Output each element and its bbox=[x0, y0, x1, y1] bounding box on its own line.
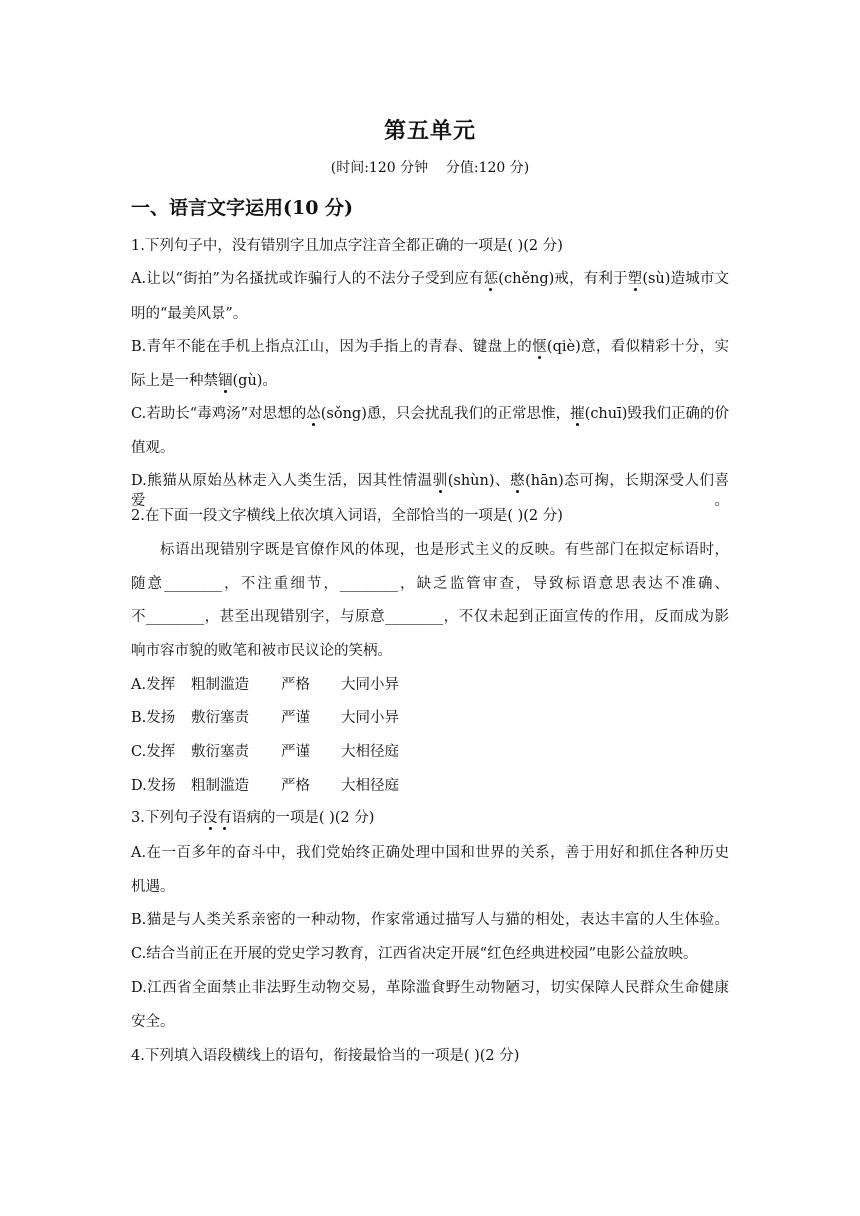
q3-option-a-line2: 机遇。 bbox=[131, 879, 175, 895]
q3-option-c: C.结合当前正在开展的党史学习教育，江西省决定开展“红色经典进校园”电影公益放映。 bbox=[131, 946, 698, 962]
q3-stem: 3.下列句子没有语病的一项是( )(2 分) bbox=[131, 810, 375, 826]
q2-passage-line2: 随意________，不注重细节，________，缺乏监管审查，导致标语意思表达不准确、 bbox=[131, 576, 729, 592]
section-heading: 一、语言文字运用(10 分) bbox=[131, 197, 354, 219]
q4-stem: 4.下列填入语段横线上的语句，衔接最恰当的一项是( )(2 分) bbox=[131, 1048, 520, 1064]
emphasis-dot-char: 怂 bbox=[306, 406, 321, 422]
page-title: 第五单元 bbox=[383, 118, 476, 144]
q2-option: C.发挥 敷衍塞责 严谨 大相径庭 bbox=[131, 744, 399, 760]
q1-option-b-line1: B.青年不能在手机上指点江山，因为手指上的青春、键盘上的惬(qiè)意，看似精彩十分，实 bbox=[131, 339, 729, 355]
q3-option-d-line1: D.江西省全面禁止非法野生动物交易，革除滥食野生动物陋习，切实保障人民群众生命健康 bbox=[131, 980, 729, 996]
q2-option: B.发扬 敷衍塞责 严谨 大同小异 bbox=[131, 710, 399, 726]
q2-option: D.发扬 粗制滥造 严格 大相径庭 bbox=[131, 778, 399, 794]
emphasis-dot-char: 没 bbox=[202, 810, 218, 826]
q2-stem: 2.在下面一段文字横线上依次填入词语，全部恰当的一项是( )(2 分) bbox=[131, 508, 563, 524]
emphasis-dot-char: 驯 bbox=[432, 473, 448, 489]
q3-option-b: B.猫是与人类关系亲密的一种动物，作家常通过描写人与猫的相处，表达丰富的人生体验。 bbox=[131, 912, 729, 928]
q2-option: A.发挥 粗制滥造 严格 大同小异 bbox=[131, 677, 399, 693]
emphasis-dot-char: 摧 bbox=[570, 406, 585, 422]
q1-option-a-line2: 明的“最美风景”。 bbox=[131, 306, 248, 322]
q1-option-b-line2: 际上是一种禁锢(gù)。 bbox=[131, 373, 277, 389]
q3-option-a-line1: A.在一百多年的奋斗中，我们党始终正确处理中国和世界的关系，善于用好和抓住各种历史 bbox=[131, 845, 729, 861]
emphasis-dot-char: 有 bbox=[217, 810, 232, 826]
q2-passage-line3: 不________，甚至出现错别字，与原意________，不仅未起到正面宣传的作用，反而成为影 bbox=[131, 609, 729, 625]
emphasis-dot-char: 塑 bbox=[627, 271, 643, 287]
q2-passage-line4: 响市容市貌的败笔和被市民议论的笑柄。 bbox=[131, 643, 392, 659]
emphasis-dot-char: 锢 bbox=[218, 373, 233, 389]
q1-stem: 1.下列句子中，没有错别字且加点字注音全都正确的一项是( )(2 分) bbox=[131, 238, 563, 254]
exam-info: (时间:120 分钟 分值:120 分) bbox=[330, 160, 530, 176]
q2-passage-line1: 标语出现错别字既是官僚作风的体现，也是形式主义的反映。有些部门在拟定标语时， bbox=[160, 542, 729, 558]
q1-option-c-line1: C.若助长“毒鸡汤”对思想的怂(sǒng)恿，只会扰乱我们的正常思惟，摧(chuī)毁我们正确的价 bbox=[131, 406, 730, 422]
emphasis-dot-char: 惩 bbox=[483, 271, 499, 287]
q3-option-d-line2: 安全。 bbox=[131, 1014, 175, 1030]
emphasis-dot-char: 惬 bbox=[532, 339, 547, 355]
q1-option-d: D.熊猫从原始丛林走入人类生活，因其性情温驯(shùn)、憨(hān)态可掬，长期深受人们喜爱。 bbox=[131, 473, 730, 509]
q1-option-c-line2: 值观。 bbox=[131, 440, 175, 456]
q1-option-a-line1: A.让以“街拍”为名搔扰或诈骗行人的不法分子受到应有惩(chěng)戒，有利于塑(sù)造城市文 bbox=[131, 271, 730, 287]
emphasis-dot-char: 憨 bbox=[510, 473, 526, 489]
